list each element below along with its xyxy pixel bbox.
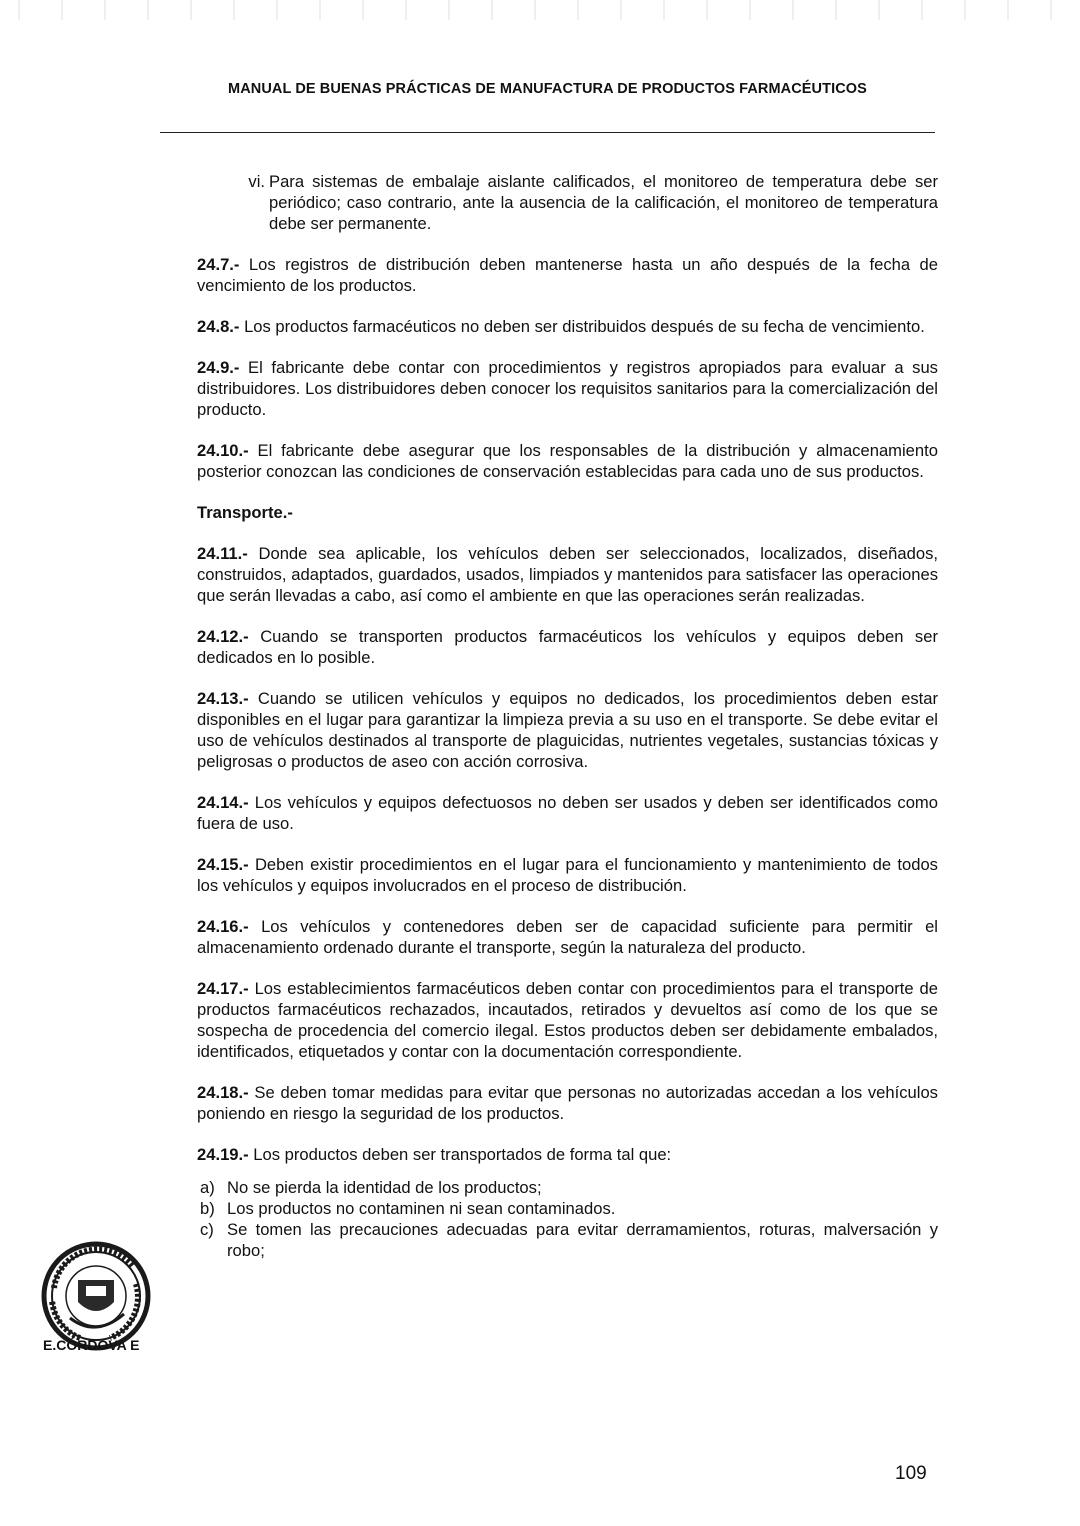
section-text: Donde sea aplicable, los vehículos deben ser seleccionados, localizados, diseñados, construidos, adaptados, guardados, usados, limpiados y mantenidos para satisfacer las operaciones que serán llevadas a cabo, así como el ambiente en que las operaciones serán realizadas. xyxy=(197,544,938,605)
section-number: 24.11.- xyxy=(197,544,248,563)
list-item-mark: vi. xyxy=(248,172,265,191)
section-text: Los vehículos y contenedores deben ser de capacidad suficiente para permitir el almacenamiento ordenado durante el transporte, según la naturaleza del producto. xyxy=(197,917,938,957)
section-number: 24.13.- xyxy=(197,689,249,708)
section-number: 24.14.- xyxy=(197,793,249,812)
document-body xyxy=(197,171,938,1261)
section-text: Los establecimientos farmacéuticos deben contar con procedimientos para el transporte de productos farmacéuticos rechazados, incautados, retirados y devueltos así como de los que se sospecha de procedencia del comercio ilegal. Estos productos deben ser debidamente embalados, identificados, etiquetados y contar con la documentación correspondiente. xyxy=(197,979,938,1061)
list-item-mark: a) xyxy=(200,1178,215,1197)
page-number: 109 xyxy=(895,1463,927,1484)
section-text: El fabricante debe contar con procedimientos y registros apropiados para evaluar a sus distribuidores. Los distribuidores deben conocer los requisitos sanitarios para la comercialización del producto. xyxy=(197,358,938,419)
list-item-text: Se tomen las precauciones adecuadas para evitar derramamientos, roturas, malversación y robo; xyxy=(227,1220,938,1260)
section-number: 24.18.- xyxy=(197,1083,249,1102)
section-24-11 xyxy=(197,543,938,606)
section-number: 24.12.- xyxy=(197,627,249,646)
section-24-18 xyxy=(197,1082,938,1124)
section-number: 24.10.- xyxy=(197,441,249,460)
section-24-17 xyxy=(197,978,938,1062)
section-24-16 xyxy=(197,916,938,958)
section-number: 24.8.- xyxy=(197,317,240,336)
section-number: 24.9.- xyxy=(197,358,240,377)
section-number: 24.16.- xyxy=(197,917,249,936)
section-24-12 xyxy=(197,626,938,668)
list-item-roman-vi xyxy=(248,171,938,234)
section-text: Se deben tomar medidas para evitar que personas no autorizadas accedan a los vehículos poniendo en riesgo la seguridad de los productos. xyxy=(197,1083,938,1123)
header-rule xyxy=(160,132,935,133)
list-item-mark: b) xyxy=(200,1199,215,1218)
section-24-8 xyxy=(197,316,938,337)
section-number: 24.15.- xyxy=(197,855,249,874)
section-24-19 xyxy=(197,1144,938,1165)
section-number: 24.7.- xyxy=(197,255,240,274)
section-24-13 xyxy=(197,688,938,772)
section-text: Los productos deben ser transportados de forma tal que: xyxy=(253,1145,672,1164)
signature: E.CÓRDOVA E xyxy=(43,1337,140,1353)
list-item-text: Para sistemas de embalaje aislante calificados, el monitoreo de temperatura debe ser periódico; caso contrario, ante la ausencia de la calificación, el monitoreo de temperatura debe ser permanente. xyxy=(269,172,938,233)
section-text: Los registros de distribución deben mantenerse hasta un año después de la fecha de vencimiento de los productos. xyxy=(197,255,938,295)
section-24-7 xyxy=(197,254,938,296)
section-24-14 xyxy=(197,792,938,834)
section-24-15 xyxy=(197,854,938,896)
section-number: 24.19.- xyxy=(197,1145,249,1164)
section-text: Los productos farmacéuticos no deben ser distribuidos después de su fecha de vencimiento. xyxy=(244,317,925,336)
section-24-9 xyxy=(197,357,938,420)
list-item-mark: c) xyxy=(200,1220,214,1239)
section-text: Los vehículos y equipos defectuosos no deben ser usados y deben ser identificados como fuera de uso. xyxy=(197,793,938,833)
section-heading-transporte: Transporte.- xyxy=(197,503,293,522)
section-text: El fabricante debe asegurar que los responsables de la distribución y almacenamiento posterior conozcan las condiciones de conservación establecidas para cada uno de sus productos. xyxy=(197,441,938,481)
list-item-text: Los productos no contaminen ni sean contaminados. xyxy=(227,1199,616,1218)
list-item xyxy=(197,1219,938,1261)
list-item xyxy=(197,1177,938,1198)
section-text: Cuando se transporten productos farmacéuticos los vehículos y equipos deben ser dedicados en lo posible. xyxy=(197,627,938,667)
section-number: 24.17.- xyxy=(197,979,249,998)
page-header-title: MANUAL DE BUENAS PRÁCTICAS DE MANUFACTURA DE PRODUCTOS FARMACÉUTICOS xyxy=(228,81,867,97)
list-item xyxy=(197,1198,938,1219)
section-text: Deben existir procedimientos en el lugar para el funcionamiento y mantenimiento de todos los vehículos y equipos involucrados en el proceso de distribución. xyxy=(197,855,938,895)
section-24-10 xyxy=(197,440,938,482)
scan-artifact xyxy=(0,0,1080,20)
transport-conditions-list xyxy=(197,1177,938,1261)
section-text: Cuando se utilicen vehículos y equipos no dedicados, los procedimientos deben estar disponibles en el lugar para garantizar la limpieza previa a su uso en el transporte. Se debe evitar el uso de vehículos destinados al transporte de plaguicidas, nutrientes vegetales, sustancias tóxicas y peligrosas o productos de aseo con acción corrosiva. xyxy=(197,689,938,771)
official-seal-icon xyxy=(40,1240,152,1352)
list-item-text: No se pierda la identidad de los productos; xyxy=(227,1178,542,1197)
